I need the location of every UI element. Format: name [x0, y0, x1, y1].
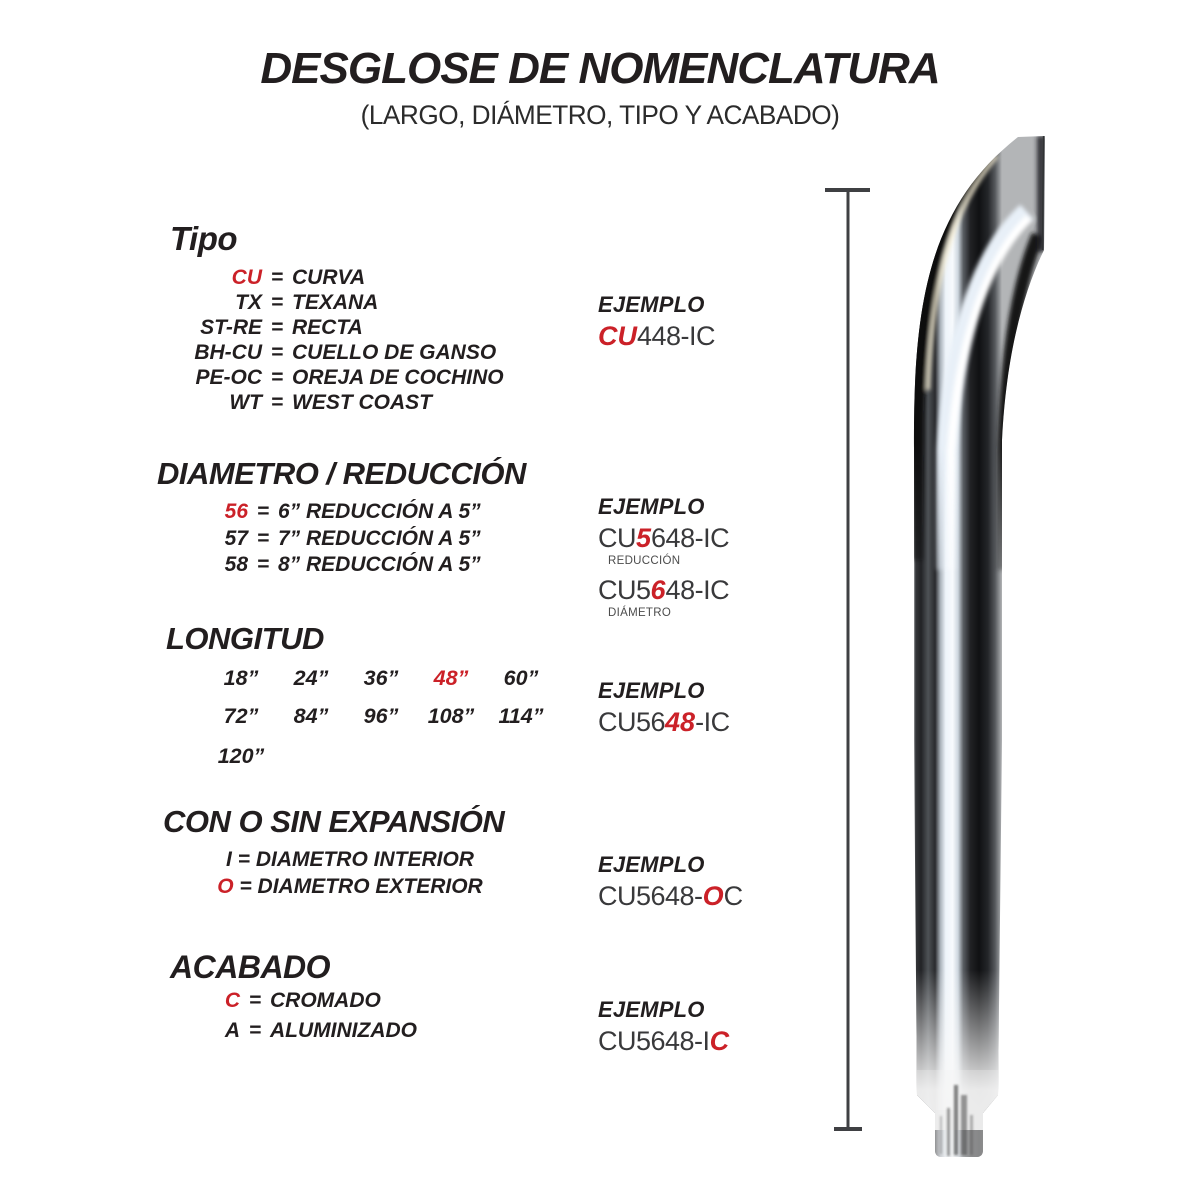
- code: A: [224, 1019, 240, 1042]
- description: CROMADO: [270, 989, 381, 1012]
- length-value: 72”: [223, 704, 259, 728]
- section-heading-tipo: Tipo: [170, 220, 238, 257]
- longitud-row-3: [206, 744, 276, 769]
- diametro-item-57: [150, 527, 481, 554]
- expansion-item-i: [150, 848, 550, 875]
- equals-sign: =: [270, 391, 284, 414]
- ejemplo-label: EJEMPLO: [598, 852, 705, 877]
- tipo-list: [150, 266, 504, 416]
- ejemplo-tipo: [598, 292, 715, 352]
- equals-sign: =: [256, 500, 270, 523]
- diametro-item-56: [150, 500, 481, 527]
- ejemplo-code: [598, 1026, 729, 1057]
- ejemplo-code: [598, 321, 715, 352]
- page-title: DESGLOSE DE NOMENCLATURA: [260, 44, 940, 93]
- code: CU: [231, 266, 262, 289]
- tipo-item-tx: [150, 291, 504, 316]
- code-highlight: O: [702, 881, 724, 911]
- expansion-list: [150, 848, 550, 902]
- tipo-item-cu: [150, 266, 504, 291]
- length-value: 18”: [223, 666, 259, 690]
- section-heading-diametro: DIAMETRO / REDUCCIÓN: [157, 456, 526, 491]
- longitud-row-2: [206, 704, 556, 729]
- ejemplo-expansion: [598, 852, 743, 912]
- page-subtitle: (LARGO, DIÁMETRO, TIPO Y ACABADO): [360, 100, 840, 130]
- code-rest: CU5648-: [598, 881, 703, 911]
- code-rest: -IC: [695, 707, 730, 737]
- code-highlight: 6: [650, 575, 666, 605]
- length-value: 84”: [293, 704, 329, 728]
- equals-sign: =: [239, 875, 252, 898]
- description: CUELLO DE GANSO: [292, 341, 497, 364]
- length-value: 36”: [363, 666, 399, 690]
- equals-sign: =: [270, 316, 284, 339]
- equals-sign: =: [270, 366, 284, 389]
- equals-sign: =: [248, 989, 262, 1012]
- ejemplo-code: [598, 707, 730, 738]
- length-value: 96”: [363, 704, 399, 728]
- ejemplo-longitud: [598, 678, 730, 738]
- length-value: 60”: [503, 666, 539, 690]
- code-rest: C: [723, 881, 743, 911]
- description: DIAMETRO INTERIOR: [255, 848, 474, 871]
- length-value: 114”: [498, 704, 544, 728]
- tipo-item-stre: [150, 316, 504, 341]
- equals-sign: =: [270, 341, 284, 364]
- code-highlight: CU: [598, 321, 637, 351]
- diametro-list: [150, 500, 481, 580]
- code: I: [226, 848, 232, 871]
- description: OREJA DE COCHINO: [292, 366, 504, 389]
- code: WT: [229, 391, 262, 414]
- code: C: [224, 989, 240, 1012]
- description: 6” REDUCCIÓN A 5”: [278, 500, 481, 523]
- expansion-item-o: [150, 875, 550, 902]
- description: 8” REDUCCIÓN A 5”: [278, 553, 481, 576]
- ejemplo-code: [598, 881, 743, 912]
- acabado-list: [150, 989, 417, 1049]
- code: 57: [224, 526, 248, 550]
- code-rest: CU: [598, 523, 636, 553]
- exhaust-stack-figure: [820, 120, 1120, 1200]
- equals-sign: =: [248, 1019, 262, 1042]
- equals-sign: =: [256, 553, 270, 576]
- description: TEXANA: [292, 291, 379, 314]
- code-rest: 448-IC: [637, 321, 716, 351]
- diametro-item-58: [150, 553, 481, 580]
- length-value: 24”: [293, 666, 329, 690]
- section-heading-longitud: LONGITUD: [166, 621, 324, 656]
- longitud-row-1: [206, 666, 556, 691]
- code-highlight: 48: [665, 707, 696, 737]
- length-value: 120”: [217, 744, 265, 768]
- tipo-item-wt: [150, 391, 504, 416]
- code: PE-OC: [195, 366, 262, 389]
- ejemplo-label: EJEMPLO: [598, 997, 705, 1022]
- description: CURVA: [292, 266, 366, 289]
- equals-sign: =: [237, 848, 250, 871]
- ejemplo-acabado: [598, 997, 729, 1057]
- code-rest: 648-IC: [651, 523, 730, 553]
- code: TX: [235, 291, 262, 314]
- description: DIAMETRO EXTERIOR: [257, 875, 483, 898]
- length-value: 108”: [427, 704, 475, 728]
- code-highlight: C: [709, 1026, 730, 1056]
- equals-sign: =: [270, 266, 284, 289]
- code: O: [217, 875, 234, 898]
- section-heading-expansion: CON O SIN EXPANSIÓN: [163, 804, 505, 839]
- equals-sign: =: [256, 526, 270, 550]
- ejemplo-label: EJEMPLO: [598, 678, 705, 703]
- code-highlight: 5: [636, 523, 652, 553]
- tipo-item-bhcu: [150, 341, 504, 366]
- ejemplo-note: REDUCCIÓN: [608, 555, 681, 567]
- description: 7” REDUCCIÓN A 5”: [278, 526, 481, 550]
- ejemplo-code: [598, 575, 729, 606]
- code-rest: CU5: [598, 575, 651, 605]
- code: 58: [224, 553, 248, 576]
- ejemplo-note: DIÁMETRO: [608, 607, 672, 619]
- length-value-highlighted: 48”: [433, 666, 469, 690]
- acabado-item-a: [150, 1019, 417, 1049]
- height-measure-line: [825, 190, 870, 1129]
- ejemplo-diametro: [598, 494, 729, 627]
- ejemplo-label: EJEMPLO: [598, 494, 705, 519]
- equals-sign: =: [270, 291, 284, 314]
- code-rest: CU5648-I: [598, 1026, 710, 1056]
- code: 56: [224, 500, 248, 523]
- description: WEST COAST: [292, 391, 432, 414]
- code-rest: CU56: [598, 707, 666, 737]
- code: BH-CU: [194, 341, 262, 364]
- ejemplo-code: [598, 523, 729, 554]
- tipo-item-peoc: [150, 366, 504, 391]
- description: ALUMINIZADO: [270, 1019, 417, 1042]
- section-heading-acabado: ACABADO: [170, 949, 331, 985]
- code: ST-RE: [200, 316, 262, 339]
- ejemplo-label: EJEMPLO: [598, 292, 705, 317]
- acabado-item-c: [150, 989, 417, 1019]
- code-rest: 48-IC: [665, 575, 730, 605]
- description: RECTA: [292, 316, 363, 339]
